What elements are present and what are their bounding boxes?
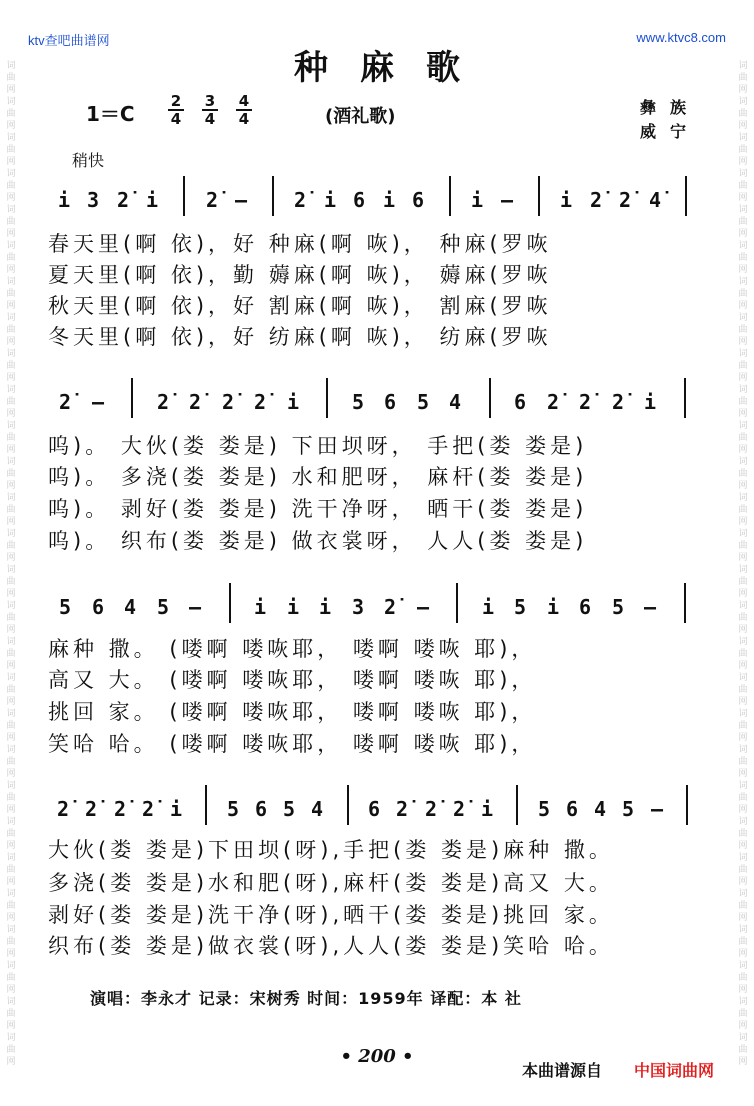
meter-4-4: 4 4 (236, 93, 252, 127)
side-watermark-glyph: 曲 (738, 73, 748, 83)
lyric-line: 呜)。 剥好(娄 娄是) 洗干净呀， 晒干(娄 娄是) (48, 497, 588, 521)
side-watermark-glyph: 词 (738, 781, 748, 791)
side-watermark-glyph: 网 (6, 841, 16, 851)
side-watermark-glyph: 曲 (6, 145, 16, 155)
lyric-line: 挑回 家。 (喽啊 喽咴耶， 喽啊 喽咴 耶)， (48, 700, 537, 724)
bar-line (684, 378, 686, 418)
side-watermark-glyph: 曲 (738, 757, 748, 767)
song-title: 种麻歌 (294, 48, 492, 88)
side-watermark-glyph: 曲 (6, 901, 16, 911)
side-watermark-glyph: 曲 (738, 937, 748, 947)
side-watermark-glyph: 网 (738, 1021, 748, 1031)
bar-line (183, 176, 185, 216)
note: 3 (352, 595, 365, 619)
side-watermark-glyph: 词 (6, 637, 16, 647)
side-watermark-glyph: 网 (738, 769, 748, 779)
note: — (235, 188, 248, 212)
side-watermark-glyph: 网 (738, 265, 748, 275)
note: 5 (538, 797, 551, 821)
side-watermark-glyph: 词 (6, 925, 16, 935)
side-watermark-glyph: 网 (738, 1057, 748, 1067)
side-watermark-glyph: 曲 (738, 865, 748, 875)
side-watermark-glyph: 曲 (738, 685, 748, 695)
bar-line (131, 378, 133, 418)
side-watermark-glyph: 词 (6, 961, 16, 971)
side-watermark-glyph: 曲 (738, 469, 748, 479)
side-watermark-glyph: 网 (6, 661, 16, 671)
side-watermark-glyph: 曲 (738, 505, 748, 515)
side-watermark-glyph: 词 (738, 853, 748, 863)
side-watermark-glyph: 词 (738, 493, 748, 503)
bar-line (516, 785, 518, 825)
side-watermark-glyph: 曲 (6, 433, 16, 443)
note: i (254, 595, 267, 619)
side-watermark-glyph: 曲 (6, 325, 16, 335)
side-watermark-glyph: 词 (6, 709, 16, 719)
note: — (501, 188, 514, 212)
side-watermark-glyph: 曲 (6, 685, 16, 695)
side-watermark-glyph: 网 (6, 733, 16, 743)
side-watermark-glyph: 词 (738, 97, 748, 107)
side-watermark-glyph: 词 (738, 349, 748, 359)
side-watermark-glyph: 曲 (738, 973, 748, 983)
side-watermark-glyph: 词 (738, 565, 748, 575)
side-watermark-glyph: 词 (6, 817, 16, 827)
side-watermark-glyph: 网 (738, 913, 748, 923)
note: 2̇ (142, 797, 155, 821)
lyric-line: 多浇(娄 娄是)水和肥(呀),麻杆(娄 娄是)高又 大。 (48, 871, 614, 895)
side-watermark-glyph: 曲 (738, 577, 748, 587)
note: 2̇ (579, 390, 592, 414)
side-watermark-glyph: 网 (6, 877, 16, 887)
side-watermark-glyph: 网 (6, 409, 16, 419)
side-watermark-glyph: 网 (738, 121, 748, 131)
side-watermark-glyph: 网 (738, 337, 748, 347)
note: 2̇ (294, 188, 307, 212)
note: 5 (352, 390, 365, 414)
side-watermark-glyph: 曲 (738, 253, 748, 263)
note: 2̇ (619, 188, 632, 212)
side-watermark-glyph: 网 (738, 373, 748, 383)
bar-line (538, 176, 540, 216)
note: 2̇ (57, 797, 70, 821)
note: 4 (449, 390, 462, 414)
note: 2̇ (189, 390, 202, 414)
side-watermark-glyph: 网 (738, 193, 748, 203)
page-number: • 200 • (340, 1046, 414, 1067)
side-watermark-glyph: 曲 (6, 109, 16, 119)
note: 5 (227, 797, 240, 821)
side-watermark-glyph: 词 (6, 529, 16, 539)
side-watermark-glyph: 网 (6, 805, 16, 815)
note: 3 (87, 188, 100, 212)
note: 2̇ (85, 797, 98, 821)
side-watermark-glyph: 网 (6, 337, 16, 347)
side-watermark-glyph: 曲 (738, 829, 748, 839)
side-watermark-glyph: 网 (6, 373, 16, 383)
lyric-line: 秋天里(啊 依)，好 割麻(啊 咴)， 割麻(罗咴 (48, 294, 552, 318)
note: 5 (157, 595, 170, 619)
side-watermark-glyph: 曲 (738, 361, 748, 371)
side-watermark-glyph: 网 (6, 985, 16, 995)
side-watermark-glyph: 网 (738, 949, 748, 959)
notation-line-3 (50, 585, 710, 625)
side-watermark-glyph: 词 (6, 601, 16, 611)
side-watermark-right (736, 60, 750, 1068)
origin-place: 威宁 (639, 122, 700, 141)
side-watermark-glyph: 曲 (6, 505, 16, 515)
song-subtitle: (酒礼歌) (325, 106, 396, 127)
note: 6 (255, 797, 268, 821)
lyric-line: 呜)。 大伙(娄 娄是) 下田坝呀， 手把(娄 娄是) (48, 434, 588, 458)
side-watermark-glyph: 曲 (6, 289, 16, 299)
note: i (287, 595, 300, 619)
bar-line (684, 583, 686, 623)
note: 6 (384, 390, 397, 414)
side-watermark-glyph: 曲 (6, 613, 16, 623)
note: 2̇ (396, 797, 409, 821)
side-watermark-glyph: 网 (6, 1057, 16, 1067)
side-watermark-glyph: 词 (738, 817, 748, 827)
note: 4 (124, 595, 137, 619)
side-watermark-glyph: 网 (738, 553, 748, 563)
watermark-left: ktv查吧曲谱网 (28, 33, 110, 48)
meter-3-4: 3 4 (202, 93, 218, 127)
note: 2̇ (612, 390, 625, 414)
note: 2̇ (157, 390, 170, 414)
note: 6 (566, 797, 579, 821)
source-site-link[interactable]: 中国词曲网 (634, 1061, 715, 1080)
side-watermark-glyph: 词 (738, 1033, 748, 1043)
side-watermark-glyph: 网 (6, 157, 16, 167)
side-watermark-glyph: 词 (738, 637, 748, 647)
side-watermark-left (4, 60, 18, 1068)
song-origin (640, 96, 700, 144)
side-watermark-glyph: 曲 (6, 793, 16, 803)
lyric-line: 剥好(娄 娄是)洗干净(呀),晒干(娄 娄是)挑回 家。 (48, 903, 614, 927)
note: 2̇ (206, 188, 219, 212)
side-watermark-glyph: 曲 (6, 721, 16, 731)
side-watermark-glyph: 词 (6, 997, 16, 1007)
side-watermark-glyph: 词 (738, 709, 748, 719)
side-watermark-glyph: 网 (738, 445, 748, 455)
side-watermark-glyph: 网 (738, 841, 748, 851)
note: 2̇ (590, 188, 603, 212)
note: 5 (283, 797, 296, 821)
side-watermark-glyph: 网 (6, 445, 16, 455)
note: 5 (622, 797, 635, 821)
side-watermark-glyph: 曲 (6, 973, 16, 983)
bar-line (229, 583, 231, 623)
lyric-line: 夏天里(啊 依)，勤 薅麻(啊 咴)， 薅麻(罗咴 (48, 263, 552, 287)
bar-line (449, 176, 451, 216)
side-watermark-glyph: 词 (6, 169, 16, 179)
side-watermark-glyph: 网 (6, 913, 16, 923)
side-watermark-glyph: 曲 (6, 541, 16, 551)
side-watermark-glyph: 曲 (738, 721, 748, 731)
side-watermark-glyph: 网 (738, 589, 748, 599)
side-watermark-glyph: 曲 (738, 613, 748, 623)
side-watermark-glyph: 网 (6, 517, 16, 527)
side-watermark-glyph: 词 (738, 61, 748, 71)
note: 4 (311, 797, 324, 821)
side-watermark-glyph: 网 (6, 769, 16, 779)
side-watermark-glyph: 词 (738, 313, 748, 323)
side-watermark-glyph: 网 (738, 409, 748, 419)
side-watermark-glyph: 曲 (6, 73, 16, 83)
side-watermark-glyph: 曲 (6, 937, 16, 947)
note: 5 (417, 390, 430, 414)
side-watermark-glyph: 词 (738, 421, 748, 431)
note: — (644, 595, 657, 619)
note: i (170, 797, 183, 821)
source-label: 本曲谱源自 (522, 1061, 603, 1080)
side-watermark-glyph: 词 (738, 169, 748, 179)
side-watermark-glyph: 网 (6, 589, 16, 599)
bar-line (685, 176, 687, 216)
side-watermark-glyph: 曲 (6, 181, 16, 191)
note: 2̇ (114, 797, 127, 821)
tempo-marking: 稍快 (72, 151, 105, 170)
side-watermark-glyph: 词 (738, 529, 748, 539)
side-watermark-glyph: 词 (6, 457, 16, 467)
note: 5 (612, 595, 625, 619)
side-watermark-glyph: 网 (6, 121, 16, 131)
note: i (471, 188, 484, 212)
side-watermark-glyph: 曲 (738, 1045, 748, 1055)
side-watermark-glyph: 词 (6, 565, 16, 575)
lyric-line: 大伙(娄 娄是)下田坝(呀),手把(娄 娄是)麻种 撒。 (48, 838, 614, 862)
side-watermark-glyph: 词 (738, 745, 748, 755)
note: i (319, 595, 332, 619)
side-watermark-glyph: 词 (738, 385, 748, 395)
bar-line (347, 785, 349, 825)
side-watermark-glyph: 网 (738, 229, 748, 239)
note: i (383, 188, 396, 212)
side-watermark-glyph: 曲 (6, 1045, 16, 1055)
note: 6 (579, 595, 592, 619)
credits-line: 演唱：李永才 记录：宋树秀 时间：1959年 译配：本 社 (90, 989, 522, 1008)
bar-line (326, 378, 328, 418)
note: 6 (514, 390, 527, 414)
note: i (547, 595, 560, 619)
note: 6 (412, 188, 425, 212)
side-watermark-glyph: 词 (738, 997, 748, 1007)
lyric-line: 高又 大。 (喽啊 喽咴耶， 喽啊 喽咴 耶)， (48, 668, 537, 692)
side-watermark-glyph: 网 (738, 733, 748, 743)
side-watermark-glyph: 网 (738, 697, 748, 707)
lyric-line: 织布(娄 娄是)做衣裳(呀),人人(娄 娄是)笑哈 哈。 (48, 934, 614, 958)
lyric-line: 冬天里(啊 依)，好 纺麻(啊 咴)， 纺麻(罗咴 (48, 325, 552, 349)
side-watermark-glyph: 网 (6, 949, 16, 959)
side-watermark-glyph: 网 (738, 625, 748, 635)
side-watermark-glyph: 曲 (6, 577, 16, 587)
side-watermark-glyph: 曲 (6, 361, 16, 371)
side-watermark-glyph: 词 (6, 277, 16, 287)
side-watermark-glyph: 曲 (6, 757, 16, 767)
lyric-line: 春天里(啊 依)，好 种麻(啊 咴)， 种麻(罗咴 (48, 232, 552, 256)
note: 4 (594, 797, 607, 821)
note: i (481, 797, 494, 821)
side-watermark-glyph: 词 (6, 241, 16, 251)
lyric-line: 麻种 撒。 (喽啊 喽咴耶， 喽啊 喽咴 耶)， (48, 637, 537, 661)
side-watermark-glyph: 词 (738, 601, 748, 611)
notation-line-4 (50, 787, 710, 827)
lyric-line: 呜)。 多浇(娄 娄是) 水和肥呀， 麻杆(娄 娄是) (48, 465, 588, 489)
side-watermark-glyph: 词 (738, 925, 748, 935)
side-watermark-glyph: 网 (738, 877, 748, 887)
side-watermark-glyph: 曲 (738, 433, 748, 443)
side-watermark-glyph: 网 (738, 661, 748, 671)
bar-line (272, 176, 274, 216)
side-watermark-glyph: 网 (6, 301, 16, 311)
note: i (324, 188, 337, 212)
note: 6 (368, 797, 381, 821)
side-watermark-glyph: 词 (6, 673, 16, 683)
side-watermark-glyph: 曲 (6, 649, 16, 659)
side-watermark-glyph: 网 (738, 157, 748, 167)
note: 6 (353, 188, 366, 212)
note: 2̇ (425, 797, 438, 821)
side-watermark-glyph: 词 (738, 241, 748, 251)
side-watermark-glyph: 网 (6, 1021, 16, 1031)
side-watermark-glyph: 曲 (738, 325, 748, 335)
side-watermark-glyph: 词 (738, 673, 748, 683)
bar-line (456, 583, 458, 623)
side-watermark-glyph: 曲 (6, 253, 16, 263)
note: 6 (92, 595, 105, 619)
side-watermark-glyph: 网 (738, 301, 748, 311)
note: i (482, 595, 495, 619)
side-watermark-glyph: 词 (738, 133, 748, 143)
note: — (417, 595, 430, 619)
notation-line-2 (50, 380, 710, 420)
note: — (651, 797, 664, 821)
bar-line (686, 785, 688, 825)
bar-line (205, 785, 207, 825)
meter-2-4: 2 4 (168, 93, 184, 127)
side-watermark-glyph: 曲 (738, 649, 748, 659)
note: i (644, 390, 657, 414)
note: 2̇ (453, 797, 466, 821)
side-watermark-glyph: 曲 (6, 1009, 16, 1019)
side-watermark-glyph: 曲 (738, 217, 748, 227)
notation-line-1 (50, 178, 710, 218)
side-watermark-glyph: 词 (738, 961, 748, 971)
note: 5 (514, 595, 527, 619)
side-watermark-glyph: 词 (6, 349, 16, 359)
note: i (287, 390, 300, 414)
note: — (92, 390, 105, 414)
side-watermark-glyph: 词 (6, 853, 16, 863)
side-watermark-glyph: 词 (6, 1033, 16, 1043)
side-watermark-glyph: 词 (6, 385, 16, 395)
side-watermark-glyph: 词 (738, 277, 748, 287)
side-watermark-glyph: 词 (738, 457, 748, 467)
side-watermark-glyph: 词 (6, 781, 16, 791)
side-watermark-glyph: 词 (6, 97, 16, 107)
side-watermark-glyph: 曲 (6, 829, 16, 839)
note: 2̇ (117, 188, 130, 212)
side-watermark-glyph: 词 (6, 313, 16, 323)
note: i (58, 188, 71, 212)
key-signature: 1＝C (86, 102, 135, 126)
side-watermark-glyph: 曲 (6, 397, 16, 407)
side-watermark-glyph: 曲 (738, 541, 748, 551)
note: i (146, 188, 159, 212)
note: 4̇ (649, 188, 662, 212)
origin-ethnicity: 彝族 (639, 98, 700, 117)
side-watermark-glyph: 曲 (738, 289, 748, 299)
note: i (560, 188, 573, 212)
side-watermark-glyph: 词 (738, 889, 748, 899)
side-watermark-glyph: 词 (6, 133, 16, 143)
side-watermark-glyph: 词 (738, 205, 748, 215)
note: 2̇ (384, 595, 397, 619)
side-watermark-glyph: 词 (6, 205, 16, 215)
side-watermark-glyph: 曲 (738, 793, 748, 803)
side-watermark-glyph: 曲 (6, 217, 16, 227)
note: 5 (59, 595, 72, 619)
side-watermark-glyph: 曲 (738, 901, 748, 911)
side-watermark-glyph: 词 (6, 493, 16, 503)
side-watermark-glyph: 曲 (738, 1009, 748, 1019)
note: 2̇ (59, 390, 72, 414)
side-watermark-glyph: 网 (738, 85, 748, 95)
side-watermark-glyph: 网 (6, 481, 16, 491)
side-watermark-glyph: 曲 (738, 181, 748, 191)
side-watermark-glyph: 网 (738, 481, 748, 491)
side-watermark-glyph: 网 (6, 265, 16, 275)
side-watermark-glyph: 曲 (738, 397, 748, 407)
side-watermark-glyph: 网 (738, 805, 748, 815)
watermark-right: www.ktvc8.com (636, 30, 726, 45)
side-watermark-glyph: 网 (6, 85, 16, 95)
side-watermark-glyph: 网 (738, 985, 748, 995)
bar-line (489, 378, 491, 418)
side-watermark-glyph: 曲 (6, 865, 16, 875)
side-watermark-glyph: 网 (6, 625, 16, 635)
side-watermark-glyph: 网 (6, 229, 16, 239)
note: 2̇ (254, 390, 267, 414)
side-watermark-glyph: 词 (6, 745, 16, 755)
lyric-line: 呜)。 织布(娄 娄是) 做衣裳呀， 人人(娄 娄是) (48, 529, 588, 553)
side-watermark-glyph: 词 (6, 889, 16, 899)
note: — (189, 595, 202, 619)
side-watermark-glyph: 网 (738, 517, 748, 527)
side-watermark-glyph: 词 (6, 421, 16, 431)
lyric-line: 笑哈 哈。 (喽啊 喽咴耶， 喽啊 喽咴 耶)， (48, 732, 537, 756)
note: 2̇ (222, 390, 235, 414)
side-watermark-glyph: 网 (6, 553, 16, 563)
side-watermark-glyph: 网 (6, 697, 16, 707)
side-watermark-glyph: 曲 (6, 469, 16, 479)
side-watermark-glyph: 曲 (738, 109, 748, 119)
side-watermark-glyph: 网 (6, 193, 16, 203)
side-watermark-glyph: 词 (6, 61, 16, 71)
note: 2̇ (547, 390, 560, 414)
side-watermark-glyph: 曲 (738, 145, 748, 155)
